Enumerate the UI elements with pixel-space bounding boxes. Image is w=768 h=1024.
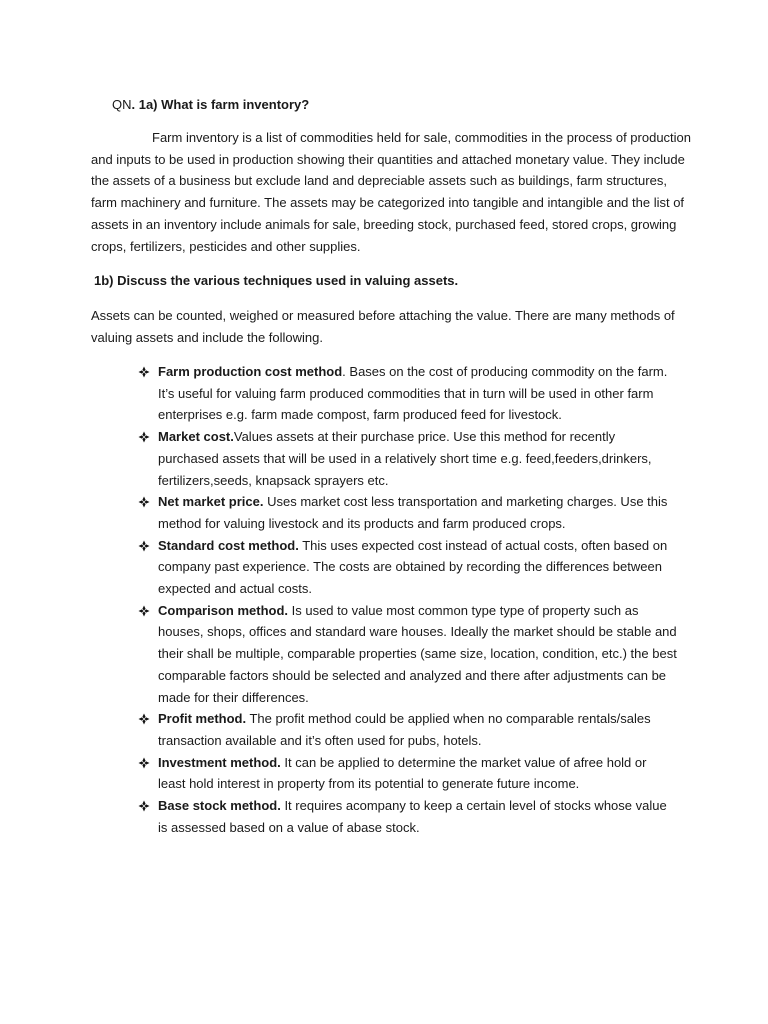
- method-description: It requires acompany to keep a certain level of stocks whose value is assessed based on a value of abase stock.: [158, 798, 667, 835]
- method-name: Base stock method.: [158, 798, 281, 814]
- question-1b-heading: 1b) Discuss the various techniques used in valuing assets.: [94, 273, 459, 288]
- question-1a-heading: [112, 94, 309, 116]
- method-name: Market cost.: [158, 429, 234, 445]
- list-item: [137, 708, 677, 751]
- diamond-bullet-icon: [137, 708, 151, 729]
- diamond-bullet-icon: [137, 535, 151, 556]
- list-item: [137, 361, 677, 426]
- list-item: [137, 752, 677, 795]
- method-description: Values assets at their purchase price. Use this method for recently purchased assets that will be used in a relatively short time e.g. feed,feeders,drinkers, fertilizers,seeds, knapsack sprayers etc.: [158, 429, 652, 488]
- method-description: The profit method could be applied when no comparable rentals/sales transaction available and it’s often used for pubs, hotels.: [158, 711, 651, 748]
- method-name: Farm production cost method: [158, 364, 343, 379]
- diamond-bullet-icon: [137, 361, 151, 382]
- list-item: [137, 600, 677, 709]
- diamond-bullet-icon: [137, 426, 151, 447]
- method-name: Investment method.: [158, 754, 281, 770]
- valuation-methods-list: [137, 361, 677, 838]
- list-item: [137, 535, 677, 600]
- method-name: Standard cost method.: [158, 537, 299, 553]
- method-name: Profit method.: [158, 711, 247, 727]
- diamond-bullet-icon: [137, 600, 151, 621]
- method-description: Uses market cost less transportation and marketing charges. Use this method for valuing livestock and its products and farm produced crops.: [158, 494, 668, 531]
- method-name: Comparison method.: [158, 602, 289, 618]
- method-description: Is used to value most common type type of property such as houses, shops, offices and standard ware houses. Ideally the market should be stable and their shall be multiple, comparable properties (same size, location, condition, etc.) the best comparable factors should be selected and analyzed and there after adjustments can be made for their differences.: [158, 602, 677, 705]
- list-item: [137, 426, 677, 491]
- question-1b-intro: Assets can be counted, weighed or measured before attaching the value. There are many methods of valuing assets and include the following.: [91, 308, 675, 345]
- method-description: This uses expected cost instead of actual costs, often based on company past experience. The costs are obtained by recording the differences between expected and actual costs.: [158, 537, 668, 597]
- question-label: QN: [112, 97, 132, 112]
- diamond-bullet-icon: [137, 491, 151, 512]
- diamond-bullet-icon: [137, 752, 151, 773]
- question-1a-title: . 1a) What is farm inventory?: [131, 97, 310, 112]
- question-1a-answer: Farm inventory is a list of commodities held for sale, commodities in the process of production and inputs to be used in production showing their quantities and attached monetary value. They include the assets of a business but exclude land and depreciable assets such as buildings, farm structures, farm machinery and furniture. The assets may be categorized into tangible and intangible and the list of assets in an inventory include animals for sale, breeding stock, purchased feed, stored crops, growing crops, fertilizers, pesticides and other supplies.: [91, 130, 692, 254]
- list-item: [137, 491, 677, 534]
- method-name: Net market price.: [158, 494, 264, 510]
- diamond-bullet-icon: [137, 795, 151, 816]
- list-item: [137, 795, 677, 838]
- method-description: It can be applied to determine the market value of afree hold or least hold interest in property from its potential to generate future income.: [158, 754, 647, 792]
- method-description: . Bases on the cost of producing commodity on the farm. It’s useful for valuing farm produced commodities that in turn will be used in other farm enterprises e.g. farm made compost, farm produced feed for livestock.: [158, 364, 668, 423]
